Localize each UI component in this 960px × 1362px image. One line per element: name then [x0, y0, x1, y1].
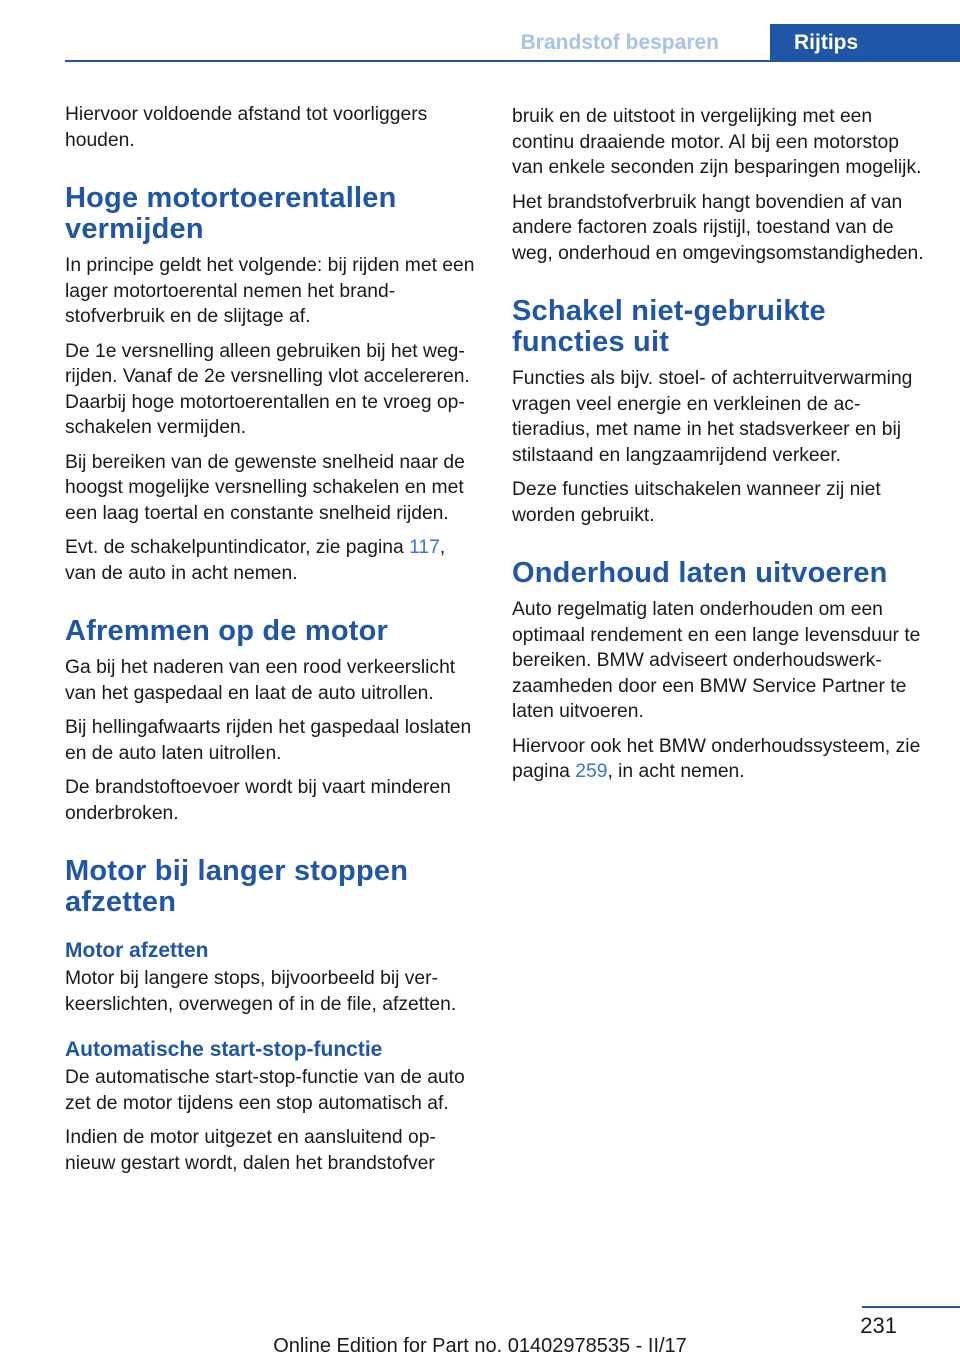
text: , van de auto in acht nemen.: [65, 537, 446, 584]
paragraph: De 1e versnelling alleen gebruiken bij het wegrijden. Vanaf de 2e versnelling vlot accelereren. Daarbij hoge motortoerentallen en te vroeg opschakelen vermijden.: [65, 340, 470, 438]
text: Hiervoor ook het BMW onderhoudssysteem, zie pagina: [512, 735, 921, 782]
paragraph: Indien de motor uitgezet en aansluitend opnieuw gestart wordt, dalen het brandstofver: [65, 1127, 436, 1174]
paragraph: Het brandstofverbruik hangt bovendien af van andere factoren zoals rijstijl, toestand van de weg, onderhoud en omgevingsomstandigheden.: [512, 191, 924, 264]
right-column: [512, 102, 932, 794]
section-heading-maintenance: Onderhoud laten uitvoeren: [512, 557, 888, 589]
edition-footer: Online Edition for Part no. 01402978535 - II/17: [273, 1335, 687, 1357]
header-section-title: Brandstof besparen: [520, 31, 719, 54]
text: Evt. de schakelpuntindicator, zie pagina: [65, 537, 410, 558]
text: , in acht nemen.: [607, 761, 745, 782]
paragraph: Deze functies uitschakelen wanneer zij niet worden gebruikt.: [512, 479, 881, 526]
paragraph: Ga bij het naderen van een rood verkeerslicht van het gaspedaal en laat de auto uitrollen.: [65, 657, 456, 704]
section-heading-engine-off: Motor bij langer stoppen afzetten: [65, 855, 409, 918]
subheading-engine-off: Motor afzetten: [65, 939, 209, 962]
paragraph: Functies als bijv. stoel- of achterruitverwarming vragen veel energie en verkleinen de actieradius, met name in het stadsverkeer en bij stilstaand en langzaamrijdend verkeer.: [512, 368, 913, 466]
intro-paragraph: Hiervoor voldoende afstand tot voorliggers houden.: [65, 104, 428, 151]
paragraph: Motor bij langere stops, bijvoorbeeld bij verkeerslichten, overwegen of in de file, afzetten.: [65, 968, 457, 1015]
paragraph-with-page-reference: [65, 535, 479, 586]
paragraph: De automatische start-stop-functie van de auto zet de motor tijdens een stop automatisch af.: [65, 1067, 465, 1114]
section-heading-unused-functions: Schakel niet-gebruikte functies uit: [512, 295, 826, 358]
paragraph: De brandstoftoevoer wordt bij vaart minderen onderbroken.: [65, 777, 451, 824]
header-rule: [65, 60, 960, 62]
header-chapter-tab: Rijtips: [770, 24, 960, 62]
paragraph: In principe geldt het volgende: bij rijden met een lager motortoerental nemen het brandstofverbruik en de slijtage af.: [65, 255, 475, 327]
section-heading-engine-braking: Afremmen op de motor: [65, 615, 389, 647]
paragraph: bruik en de uitstoot in vergelijking met een continu draaiende motor. Al bij een motorstop van enkele seconden zijn besparingen mogelijk.: [512, 106, 922, 178]
paragraph: Bij hellingafwaarts rijden het gaspedaal loslaten en de auto laten uitrollen.: [65, 717, 472, 764]
page-link-259[interactable]: 259: [575, 761, 608, 782]
subheading-auto-start-stop: Automatische start-stop-functie: [65, 1038, 383, 1061]
page-number: 231: [860, 1313, 897, 1338]
paragraph: Bij bereiken van de gewenste snelheid naar de hoogst mogelijke versnelling schakelen en met een laag toertal en constante snelheid rijden.: [65, 451, 465, 524]
paragraph-with-page-reference: [512, 734, 932, 785]
footer-rule: [862, 1306, 960, 1308]
page-link-117[interactable]: 117: [409, 537, 440, 558]
left-column: [65, 102, 479, 1185]
paragraph: Auto regelmatig laten onderhouden om een optimaal rendement en een lange levensduur te bereiken. BMW adviseert onderhoudswerkzaamheden door een BMW Service Partner te laten uitvoeren.: [512, 599, 921, 722]
section-heading-high-rpm: Hoge motortoerentallen vermijden: [65, 182, 397, 245]
